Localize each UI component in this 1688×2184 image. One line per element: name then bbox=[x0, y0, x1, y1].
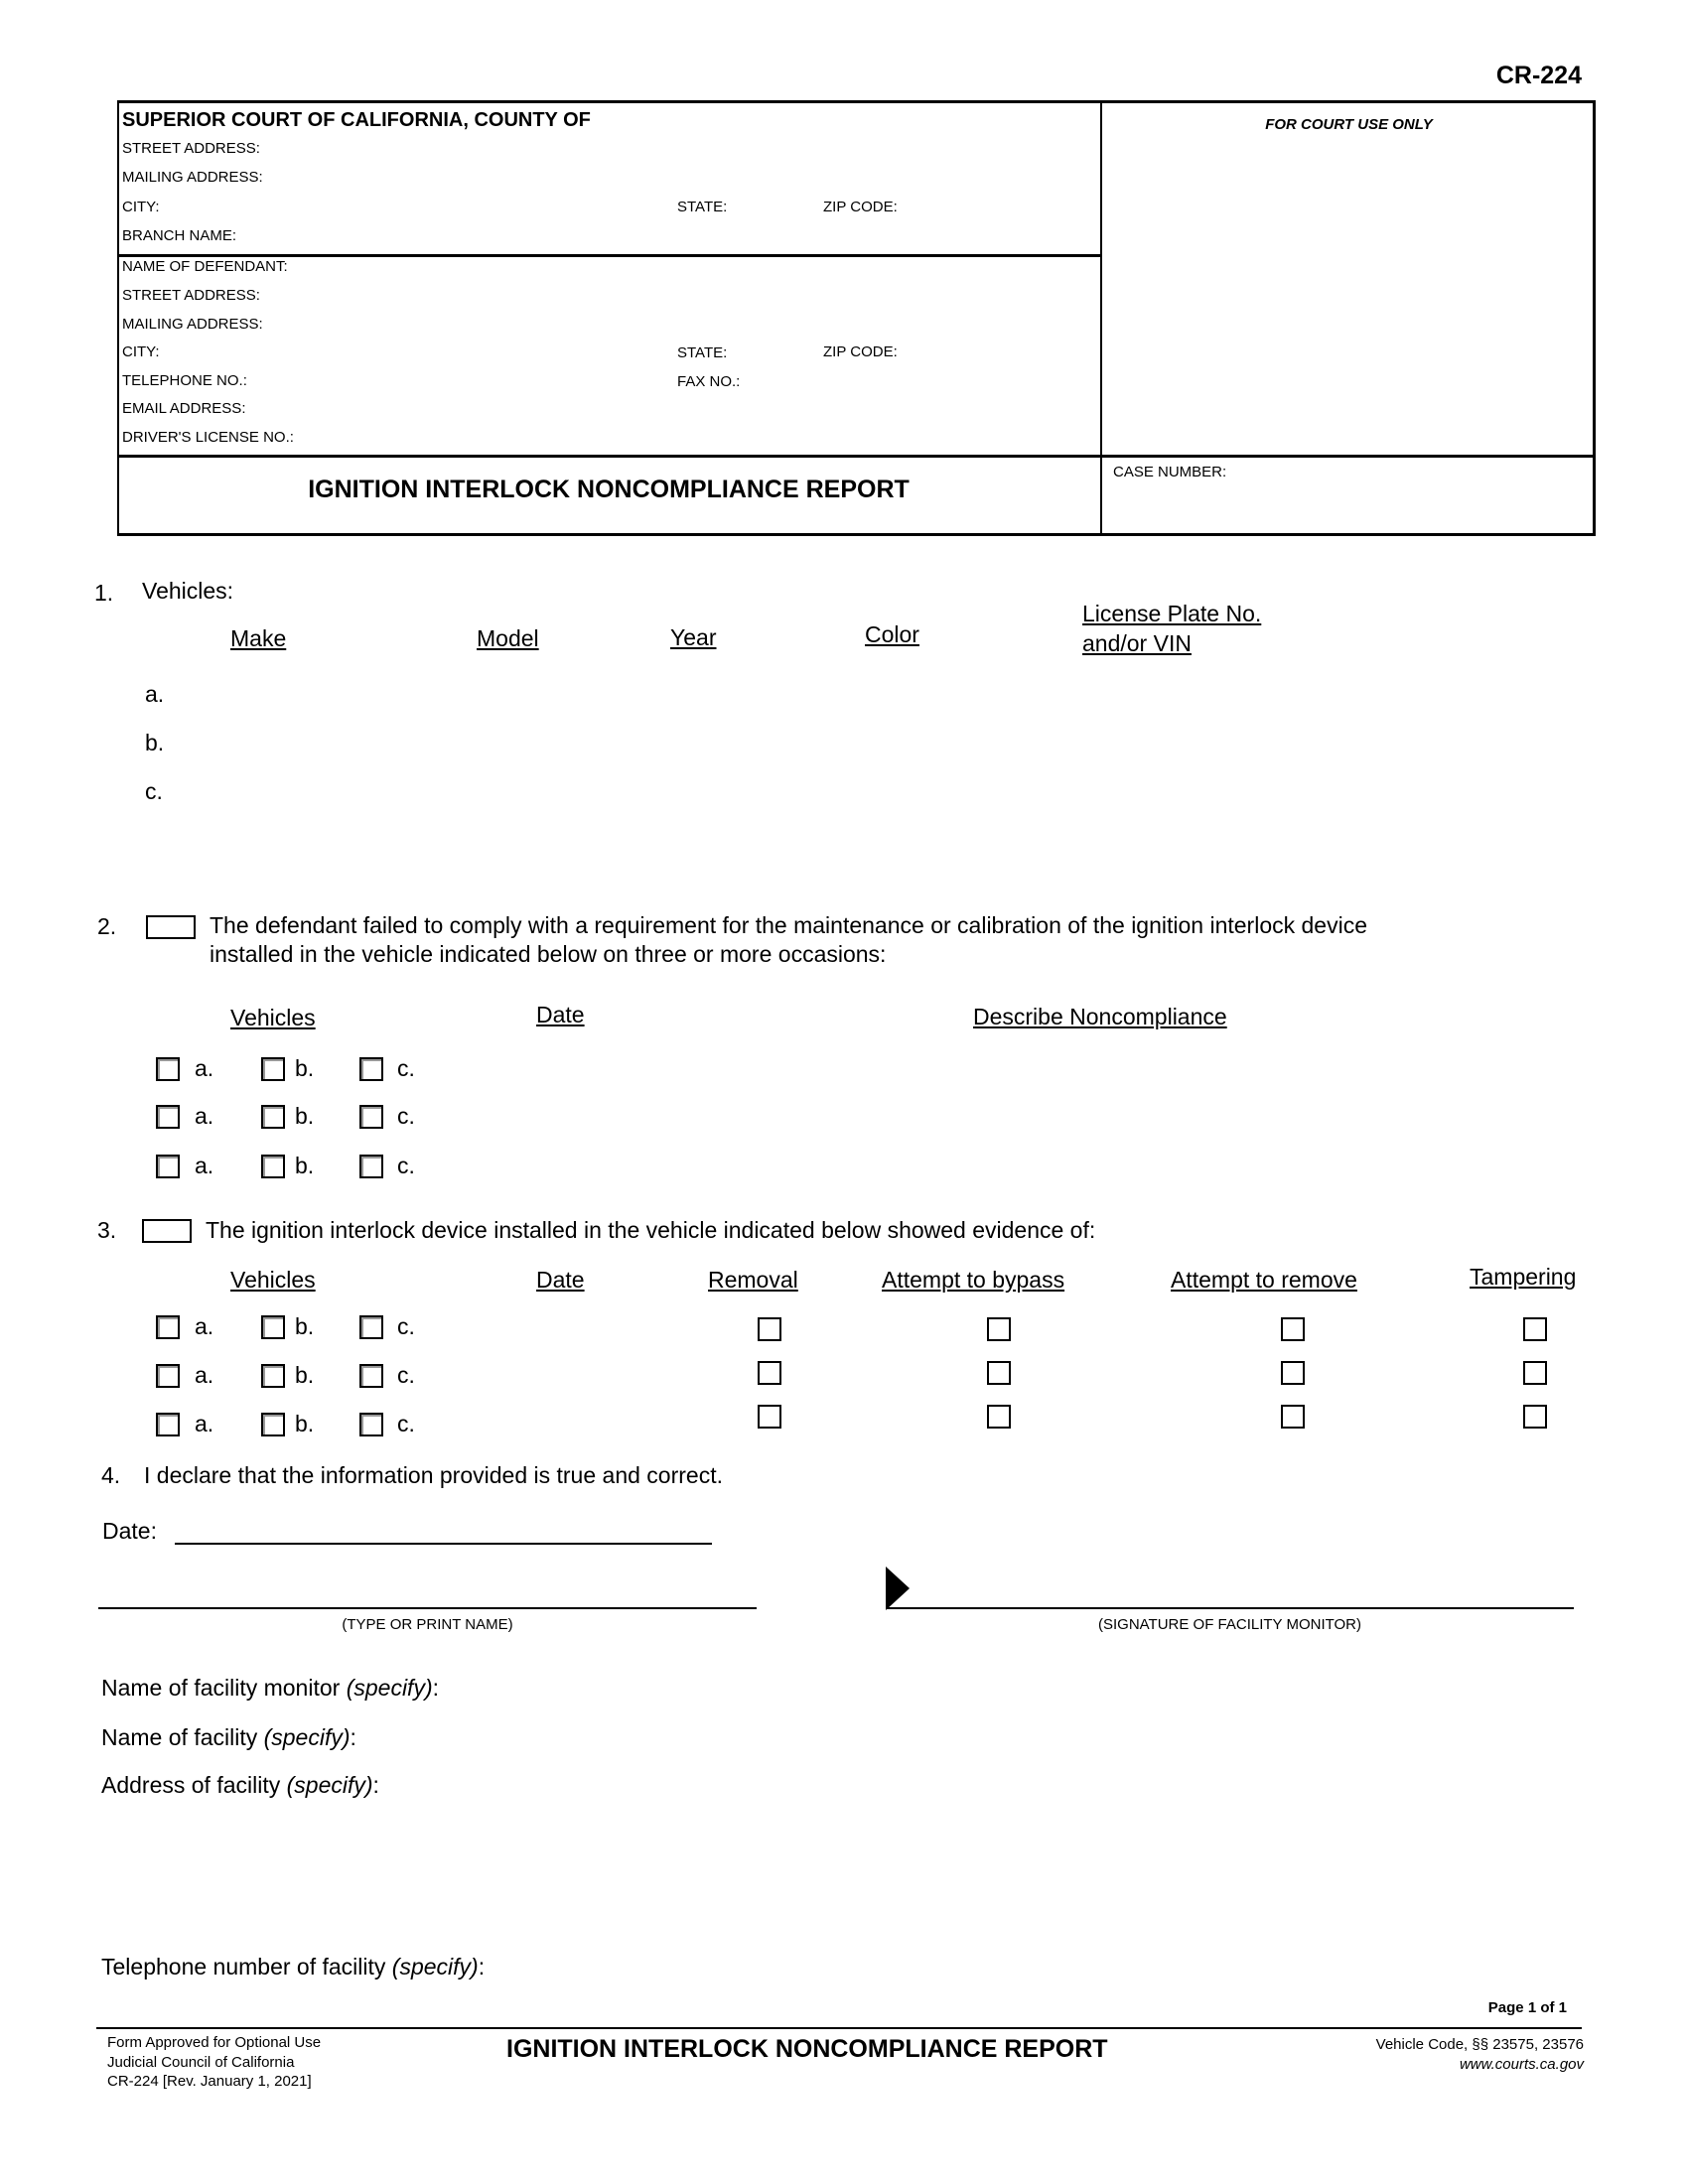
vehicle-option-label: b. bbox=[295, 1411, 315, 1436]
col-attempt-remove: Attempt to remove bbox=[1171, 1267, 1357, 1293]
attempt-remove-checkbox[interactable] bbox=[1281, 1361, 1305, 1385]
col-color: Color bbox=[865, 621, 919, 647]
vehicle-option-label: b. bbox=[295, 1362, 315, 1388]
vehicle-c-checkbox[interactable] bbox=[359, 1364, 383, 1388]
defendant-name-field[interactable]: NAME OF DEFENDANT: bbox=[122, 258, 288, 275]
court-zip-field[interactable]: ZIP CODE: bbox=[823, 199, 898, 215]
vehicle-b-checkbox[interactable] bbox=[261, 1413, 285, 1436]
vehicle-c-checkbox[interactable] bbox=[359, 1105, 383, 1129]
item-number: 3. bbox=[97, 1217, 117, 1243]
col-make: Make bbox=[230, 625, 287, 651]
footer-left: Form Approved for Optional Use Judicial Council of California CR-224 [Rev. January 1, 2021] bbox=[107, 2034, 322, 2090]
vehicle-a-checkbox[interactable] bbox=[156, 1155, 180, 1178]
vehicle-option-label: c. bbox=[397, 1103, 415, 1129]
attempt-remove-checkbox[interactable] bbox=[1281, 1317, 1305, 1341]
vehicle-a-checkbox[interactable] bbox=[156, 1413, 180, 1436]
attempt-bypass-checkbox[interactable] bbox=[987, 1361, 1011, 1385]
defendant-email-field[interactable]: EMAIL ADDRESS: bbox=[122, 400, 246, 417]
date-label: Date: bbox=[102, 1518, 157, 1544]
court-name-label: SUPERIOR COURT OF CALIFORNIA, COUNTY OF bbox=[122, 109, 591, 131]
tampering-checkbox[interactable] bbox=[1523, 1317, 1547, 1341]
footer-title: IGNITION INTERLOCK NONCOMPLIANCE REPORT bbox=[506, 2035, 1108, 2063]
vehicle-c-checkbox[interactable] bbox=[359, 1155, 383, 1178]
defendant-state-field[interactable]: STATE: bbox=[677, 344, 728, 361]
removal-checkbox[interactable] bbox=[758, 1361, 781, 1385]
defendant-zip-field[interactable]: ZIP CODE: bbox=[823, 343, 898, 360]
vehicle-option-label: a. bbox=[195, 1153, 214, 1178]
col-vin: and/or VIN bbox=[1082, 630, 1192, 656]
vehicle-c-checkbox[interactable] bbox=[359, 1413, 383, 1436]
vehicle-row-c[interactable]: c. bbox=[145, 778, 163, 804]
attempt-bypass-checkbox[interactable] bbox=[987, 1405, 1011, 1429]
vehicle-c-checkbox[interactable] bbox=[359, 1057, 383, 1081]
item-number: 4. bbox=[101, 1462, 121, 1488]
vehicle-a-checkbox[interactable] bbox=[156, 1364, 180, 1388]
facility-name-field[interactable]: Name of facility (specify): bbox=[101, 1724, 356, 1750]
col-tampering: Tampering bbox=[1470, 1264, 1577, 1290]
item-number: 1. bbox=[94, 580, 114, 606]
defendant-telephone-field[interactable]: TELEPHONE NO.: bbox=[122, 372, 247, 389]
page-number: Page 1 of 1 bbox=[1487, 1999, 1567, 2016]
facility-address-field[interactable]: Address of facility (specify): bbox=[101, 1772, 379, 1798]
vehicle-b-checkbox[interactable] bbox=[261, 1057, 285, 1081]
col-removal: Removal bbox=[708, 1267, 798, 1293]
vehicle-option-label: c. bbox=[397, 1411, 415, 1436]
vehicle-b-checkbox[interactable] bbox=[261, 1155, 285, 1178]
vehicle-option-label: b. bbox=[295, 1055, 315, 1081]
tampering-checkbox[interactable] bbox=[1523, 1361, 1547, 1385]
vehicle-option-label: c. bbox=[397, 1313, 415, 1339]
vehicles-label: Vehicles: bbox=[142, 578, 234, 604]
form-id: CR-224 bbox=[1495, 62, 1582, 89]
defendant-street-field[interactable]: STREET ADDRESS: bbox=[122, 287, 260, 304]
vehicle-option-label: a. bbox=[195, 1313, 214, 1339]
col-vehicles: Vehicles bbox=[230, 1005, 316, 1030]
removal-checkbox[interactable] bbox=[758, 1317, 781, 1341]
attempt-remove-checkbox[interactable] bbox=[1281, 1405, 1305, 1429]
court-city-field[interactable]: CITY: bbox=[122, 199, 160, 215]
vehicle-b-checkbox[interactable] bbox=[261, 1105, 285, 1129]
col-date: Date bbox=[536, 1267, 585, 1293]
print-name-field[interactable] bbox=[98, 1607, 757, 1609]
vehicle-option-label: a. bbox=[195, 1362, 214, 1388]
vehicle-row-b[interactable]: b. bbox=[145, 730, 165, 755]
vehicle-a-checkbox[interactable] bbox=[156, 1057, 180, 1081]
form-title: IGNITION INTERLOCK NONCOMPLIANCE REPORT bbox=[308, 476, 910, 503]
vehicle-b-checkbox[interactable] bbox=[261, 1364, 285, 1388]
court-mailing-field[interactable]: MAILING ADDRESS: bbox=[122, 169, 263, 186]
item2-text: The defendant failed to comply with a requirement for the maintenance or calibration of the ignition interlock device bbox=[210, 912, 1367, 938]
print-name-caption: (TYPE OR PRINT NAME) bbox=[342, 1616, 513, 1633]
court-state-field[interactable]: STATE: bbox=[677, 199, 728, 215]
signature-caption: (SIGNATURE OF FACILITY MONITOR) bbox=[1097, 1616, 1362, 1633]
date-field[interactable] bbox=[175, 1543, 712, 1545]
vehicle-option-label: b. bbox=[295, 1313, 315, 1339]
vehicle-b-checkbox[interactable] bbox=[261, 1315, 285, 1339]
col-model: Model bbox=[477, 625, 539, 651]
footer-right: Vehicle Code, §§ 23575, 23576 www.courts.ca.gov bbox=[1375, 2036, 1584, 2073]
facility-monitor-field[interactable]: Name of facility monitor (specify): bbox=[101, 1675, 439, 1701]
item3-checkbox[interactable] bbox=[142, 1219, 192, 1243]
case-number-field[interactable]: CASE NUMBER: bbox=[1113, 464, 1227, 480]
removal-checkbox[interactable] bbox=[758, 1405, 781, 1429]
defendant-mailing-field[interactable]: MAILING ADDRESS: bbox=[122, 316, 263, 333]
vehicle-a-checkbox[interactable] bbox=[156, 1105, 180, 1129]
vehicle-option-label: c. bbox=[397, 1362, 415, 1388]
col-date: Date bbox=[536, 1002, 585, 1027]
branch-name-field[interactable]: BRANCH NAME: bbox=[122, 227, 237, 244]
vehicle-option-label: c. bbox=[397, 1153, 415, 1178]
signature-arrow-icon bbox=[886, 1567, 910, 1610]
caption-box bbox=[117, 100, 1596, 536]
item-number: 2. bbox=[97, 913, 117, 939]
signature-field[interactable] bbox=[886, 1607, 1574, 1609]
court-street-field[interactable]: STREET ADDRESS: bbox=[122, 140, 260, 157]
vehicle-row-a[interactable]: a. bbox=[145, 681, 165, 707]
attempt-bypass-checkbox[interactable] bbox=[987, 1317, 1011, 1341]
item2-text-cont: installed in the vehicle indicated below on three or more occasions: bbox=[210, 941, 887, 967]
declaration-text: I declare that the information provided is true and correct. bbox=[144, 1462, 723, 1488]
vehicle-option-label: a. bbox=[195, 1411, 214, 1436]
col-describe-noncompliance: Describe Noncompliance bbox=[973, 1004, 1227, 1029]
item3-text: The ignition interlock device installed in the vehicle indicated below showed evidence of: bbox=[206, 1217, 1096, 1243]
defendant-city-field[interactable]: CITY: bbox=[122, 343, 160, 360]
col-attempt-bypass: Attempt to bypass bbox=[882, 1267, 1065, 1293]
vehicle-a-checkbox[interactable] bbox=[156, 1315, 180, 1339]
tampering-checkbox[interactable] bbox=[1523, 1405, 1547, 1429]
col-vehicles: Vehicles bbox=[230, 1267, 316, 1293]
vehicle-option-label: b. bbox=[295, 1153, 315, 1178]
col-year: Year bbox=[670, 624, 717, 650]
defendant-fax-field[interactable]: FAX NO.: bbox=[677, 373, 741, 390]
item2-checkbox[interactable] bbox=[146, 915, 196, 939]
vehicle-option-label: a. bbox=[195, 1055, 214, 1081]
facility-telephone-field[interactable]: Telephone number of facility (specify): bbox=[101, 1954, 486, 1979]
vehicle-option-label: b. bbox=[295, 1103, 315, 1129]
court-use-label: FOR COURT USE ONLY bbox=[1265, 116, 1433, 133]
vehicle-c-checkbox[interactable] bbox=[359, 1315, 383, 1339]
vehicle-option-label: a. bbox=[195, 1103, 214, 1129]
drivers-license-field[interactable]: DRIVER'S LICENSE NO.: bbox=[122, 429, 294, 446]
vehicle-option-label: c. bbox=[397, 1055, 415, 1081]
col-license-plate: License Plate No. bbox=[1082, 601, 1262, 626]
